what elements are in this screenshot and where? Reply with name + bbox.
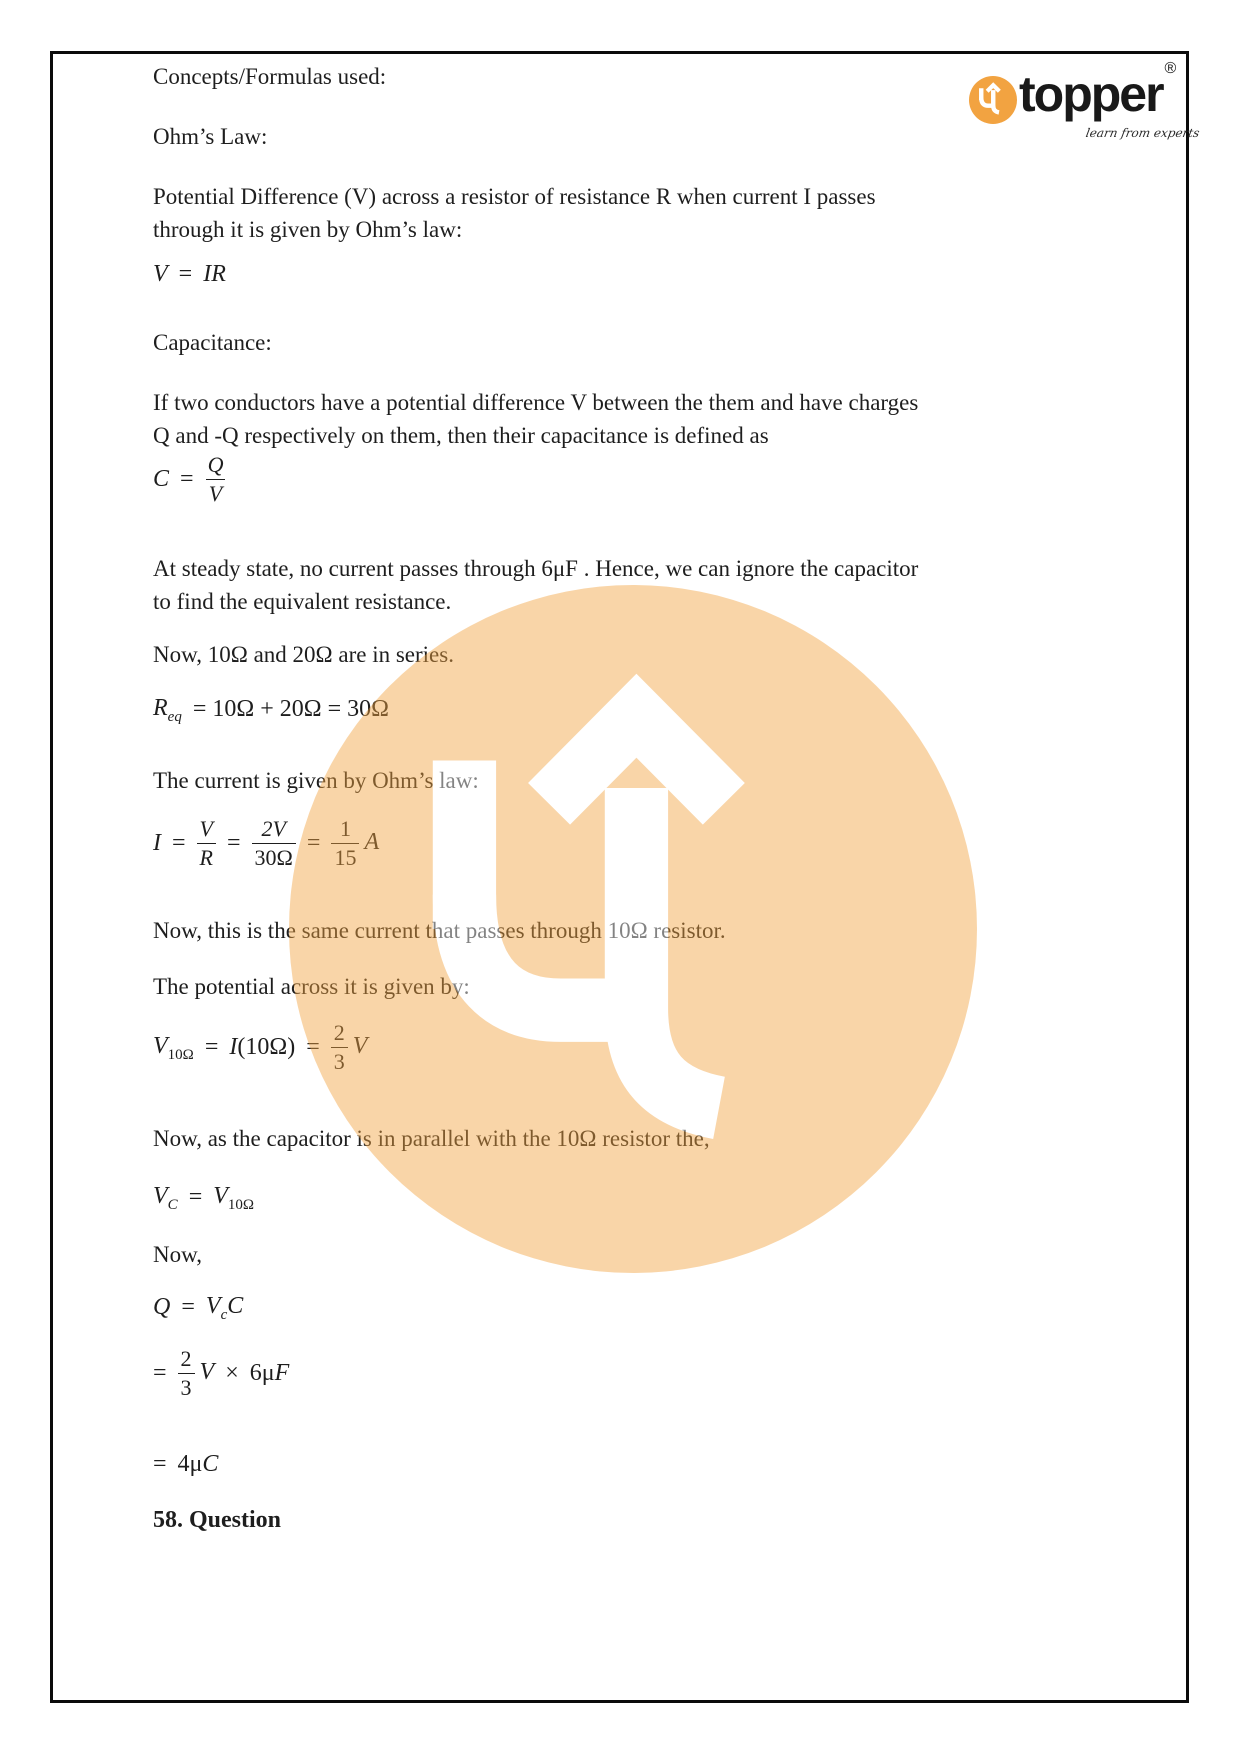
text-line: If two conductors have a potential difference V between the them and have charges (153, 390, 919, 415)
math-operator: = (181, 1294, 195, 1320)
fraction-with-unit: $\frac{2}{3}$ V (331, 1020, 368, 1076)
paragraph-same-current: Now, this is the same current that passes through 10Ω resistor. (153, 918, 726, 943)
math-operator: = (188, 1184, 203, 1210)
formula-capacitance (153, 452, 1033, 508)
paragraph-potential-difference (153, 180, 1033, 246)
math-operator: = (204, 1034, 219, 1061)
paragraph-potential-across: The potential across it is given by: (153, 974, 470, 999)
fraction-with-unit: $\frac{1}{15}$ A (331, 816, 379, 872)
formula-vc (153, 1182, 1033, 1213)
formula-current (153, 816, 1033, 872)
math-operator: = (153, 1360, 167, 1387)
math-var: Q (153, 1294, 171, 1320)
text-line: Q and -Q respectively on them, then their capacitance is defined as (153, 423, 769, 448)
math-expression: = 10Ω + 20Ω = 30Ω (192, 696, 389, 722)
math-var-subscripted: $V_cC$ (205, 1293, 244, 1323)
formula-req (153, 694, 1033, 725)
math-var: V (153, 261, 168, 287)
fraction: $\frac{2V}{30\Omega}$ (252, 816, 296, 872)
topper-logo (969, 76, 1017, 124)
math-var-subscripted: $V_{10\Omega}$ (153, 1033, 194, 1064)
paragraph-series: Now, 10Ω and 20Ω are in series. (153, 642, 454, 667)
paragraph-conductors (153, 386, 1033, 452)
brand-wordmark (1019, 60, 1176, 123)
math-var: IR (203, 261, 226, 287)
math-operator: = (180, 466, 194, 493)
math-unit: V (352, 1033, 368, 1060)
text-line: Potential Difference (V) across a resistor of resistance R when current I passes (153, 184, 876, 209)
math-var-subscripted: $R_{eq}$ (153, 695, 182, 725)
text-line: to find the equivalent resistance. (153, 589, 452, 614)
paragraph-current: The current is given by Ohm’s law: (153, 768, 479, 793)
math-operator: = (153, 1451, 167, 1477)
math-operator: = (172, 830, 186, 857)
math-var-subscripted: $V_C$ (153, 1183, 178, 1213)
question-heading: 58. Question (153, 1507, 282, 1533)
text-line: At steady state, no current passes through 6μF . Hence, we can ignore the capacitor (153, 556, 919, 581)
math-var: I (153, 830, 161, 857)
math-term: I(10Ω) (229, 1034, 296, 1061)
math-operator: = (178, 261, 193, 287)
math-operator: × (225, 1360, 239, 1387)
math-unit: A (364, 829, 380, 856)
math-term: 4μC (177, 1451, 219, 1477)
math-operator: = (227, 830, 241, 857)
formula-q-expanded (153, 1346, 1033, 1402)
fraction-with-unit: $\frac{2}{3}$ V (178, 1346, 215, 1402)
brand-tagline: learn from experts (1084, 126, 1201, 140)
paragraph-parallel: Now, as the capacitor is in parallel with the 10Ω resistor the, (153, 1126, 710, 1151)
math-operator: = (306, 1034, 320, 1061)
formula-q-vcc (153, 1292, 1033, 1323)
math-term: 6μF (249, 1360, 290, 1387)
fraction-denominator: V (206, 479, 225, 507)
math-operator: = (306, 830, 321, 857)
math-var: C (153, 466, 170, 493)
formula-v-ir (153, 260, 1033, 289)
paragraph-now: Now, (153, 1242, 202, 1267)
brand-name: topper (1019, 66, 1163, 122)
registered-mark: ® (1164, 60, 1177, 77)
paragraph-capacitance: Capacitance: (153, 330, 272, 355)
topper-logo-icon (969, 76, 1017, 124)
math-var-subscripted: $V_{10\Omega}$ (213, 1183, 255, 1213)
fraction-numerator: Q (207, 452, 224, 477)
fraction (205, 452, 227, 508)
formula-q-result (153, 1450, 1033, 1479)
paragraph-ohms-law: Ohm’s Law: (153, 124, 268, 149)
paragraph-concepts: Concepts/Formulas used: (153, 64, 387, 89)
text-line: through it is given by Ohm’s law: (153, 217, 463, 242)
fraction: $\frac{V}{R}$ (197, 816, 216, 872)
paragraph-steady-state (153, 552, 1033, 618)
formula-v10 (153, 1020, 1033, 1076)
